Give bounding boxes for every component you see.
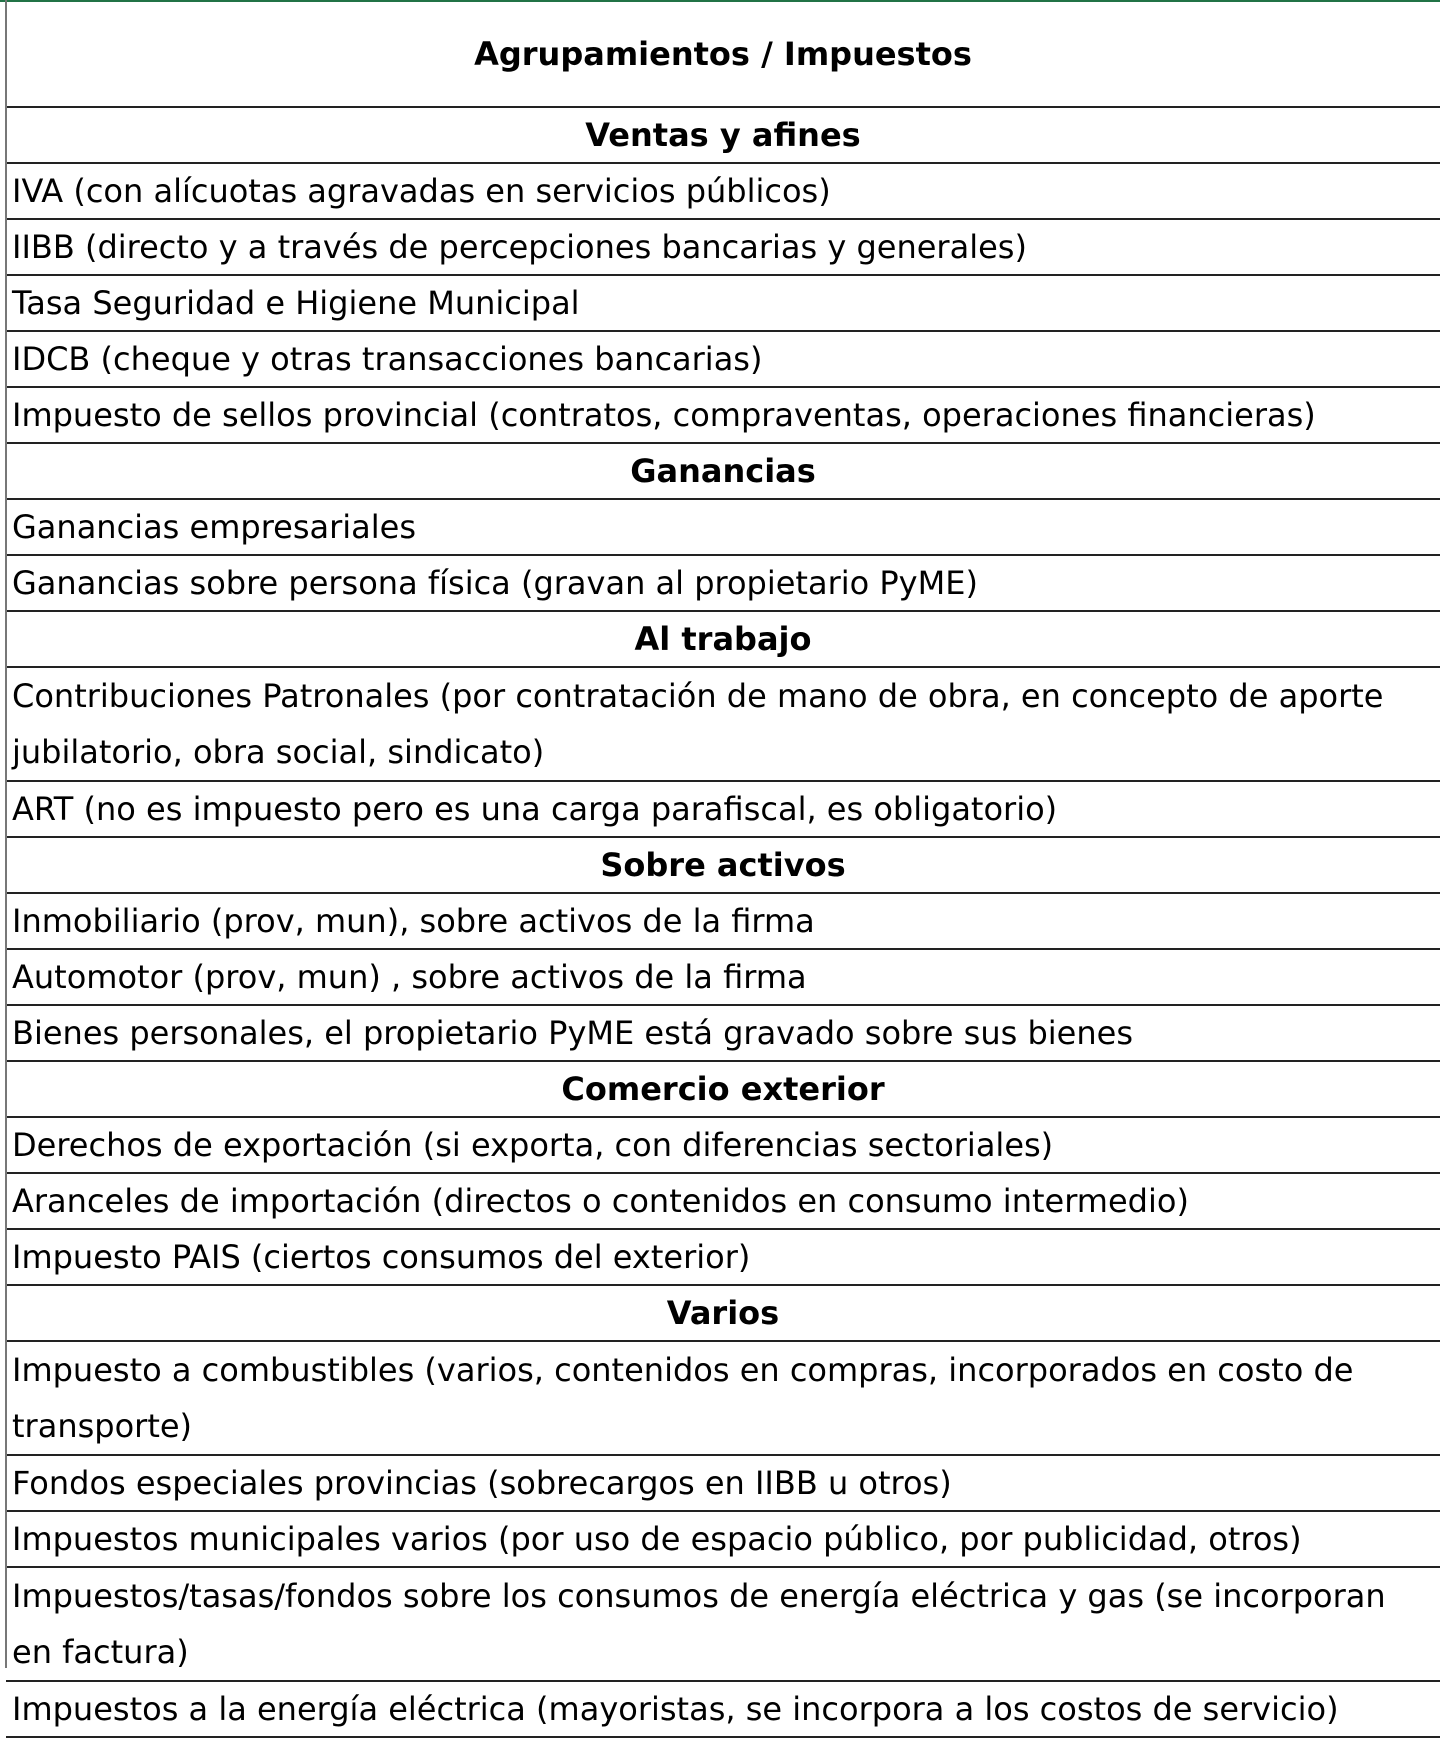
group-title-cell[interactable]: Ventas y afines [6, 107, 1440, 163]
table-row [6, 1511, 1440, 1567]
tax-item-cell[interactable]: ART (no es impuesto pero es una carga parafiscal, es obligatorio) [6, 781, 1440, 837]
tax-item-cell[interactable]: Impuestos municipales varios (por uso de espacio público, por publicidad, otros) [6, 1511, 1440, 1567]
group-row-al-trabajo [6, 611, 1440, 667]
tax-item-cell[interactable]: Bienes personales, el propietario PyME está gravado sobre sus bienes [6, 1005, 1440, 1061]
tax-item-cell[interactable]: Impuesto de sellos provincial (contratos, compraventas, operaciones financieras) [6, 387, 1440, 443]
tax-item-cell[interactable]: Derechos de exportación (si exporta, con diferencias sectoriales) [6, 1117, 1440, 1173]
table-row [6, 1567, 1440, 1681]
group-title-cell[interactable]: Varios [6, 1285, 1440, 1341]
table-row [6, 499, 1440, 555]
tax-item-cell[interactable]: Automotor (prov, mun) , sobre activos de la firma [6, 949, 1440, 1005]
table-header-cell[interactable]: Agrupamientos / Impuestos [6, 2, 1440, 107]
tax-item-cell[interactable]: Fondos especiales provincias (sobrecargos en IIBB u otros) [6, 1455, 1440, 1511]
group-title-cell[interactable]: Sobre activos [6, 837, 1440, 893]
table-header-row [6, 2, 1440, 107]
group-row-ventas [6, 107, 1440, 163]
table-row [6, 219, 1440, 275]
table-row [6, 387, 1440, 443]
table-row [6, 781, 1440, 837]
table-row [6, 949, 1440, 1005]
table-row [6, 275, 1440, 331]
table-row [6, 163, 1440, 219]
tax-item-cell[interactable]: IVA (con alícuotas agravadas en servicios públicos) [6, 163, 1440, 219]
tax-item-cell[interactable]: Inmobiliario (prov, mun), sobre activos de la firma [6, 893, 1440, 949]
group-row-comercio-exterior [6, 1061, 1440, 1117]
group-title-cell[interactable]: Ganancias [6, 443, 1440, 499]
table-row [6, 1681, 1440, 1737]
tax-grouping-table [6, 2, 1440, 1738]
tax-item-cell[interactable]: Impuestos a la energía eléctrica (mayoristas, se incorpora a los costos de servicio) [6, 1681, 1440, 1737]
table-row [6, 893, 1440, 949]
table-row [6, 331, 1440, 387]
group-title-cell[interactable]: Al trabajo [6, 611, 1440, 667]
table-row [6, 555, 1440, 611]
table-row [6, 1229, 1440, 1285]
tax-item-cell[interactable]: Impuesto a combustibles (varios, contenidos en compras, incorporados en costo de transporte) [6, 1341, 1440, 1455]
tax-item-cell[interactable]: Aranceles de importación (directos o contenidos en consumo intermedio) [6, 1173, 1440, 1229]
table-row [6, 1173, 1440, 1229]
group-row-sobre-activos [6, 837, 1440, 893]
tax-item-cell[interactable]: Ganancias sobre persona física (gravan al propietario PyME) [6, 555, 1440, 611]
table-row [6, 1455, 1440, 1511]
table-row [6, 667, 1440, 781]
table-row [6, 1341, 1440, 1455]
group-title-cell[interactable]: Comercio exterior [6, 1061, 1440, 1117]
group-row-ganancias [6, 443, 1440, 499]
tax-item-cell[interactable]: Impuesto PAIS (ciertos consumos del exterior) [6, 1229, 1440, 1285]
table-row [6, 1005, 1440, 1061]
tax-item-cell[interactable]: Impuestos/tasas/fondos sobre los consumos de energía eléctrica y gas (se incorporan en factura) [6, 1567, 1440, 1681]
left-grid-border [5, 0, 7, 1668]
tax-item-cell[interactable]: Tasa Seguridad e Higiene Municipal [6, 275, 1440, 331]
tax-item-cell[interactable]: IIBB (directo y a través de percepciones bancarias y generales) [6, 219, 1440, 275]
group-row-varios [6, 1285, 1440, 1341]
tax-item-cell[interactable]: Ganancias empresariales [6, 499, 1440, 555]
table-row [6, 1117, 1440, 1173]
tax-item-cell[interactable]: IDCB (cheque y otras transacciones bancarias) [6, 331, 1440, 387]
tax-item-cell[interactable]: Contribuciones Patronales (por contratación de mano de obra, en concepto de aporte jubilatorio, obra social, sindicato) [6, 667, 1440, 781]
